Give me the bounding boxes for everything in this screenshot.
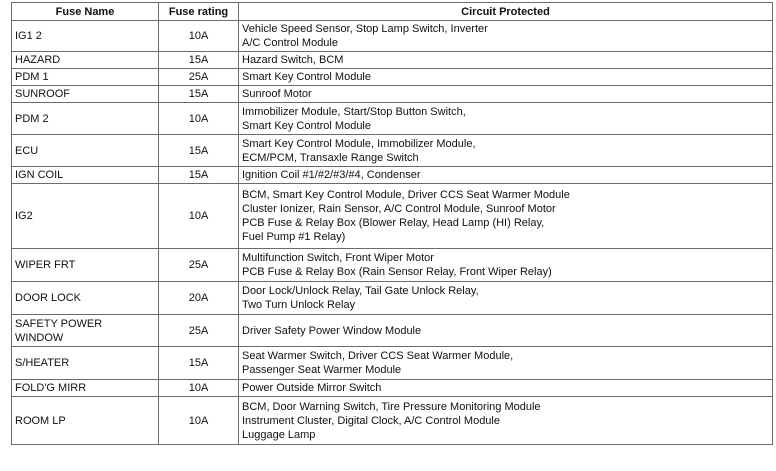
circuit-line: Cluster Ionizer, Rain Sensor, A/C Control Module, Sunroof Motor — [242, 203, 556, 215]
circuit-line: Instrument Cluster, Digital Clock, A/C Control Module — [242, 414, 500, 427]
circuit-line: Vehicle Speed Sensor, Stop Lamp Switch, Inverter — [242, 23, 488, 35]
circuit-line: Fuel Pump #1 Relay) — [242, 231, 346, 243]
table-row — [12, 103, 773, 135]
circuit-protected-cell — [239, 21, 773, 52]
fuse-rating-cell: 10A — [159, 397, 239, 445]
fuse-name-cell: PDM 1 — [12, 69, 159, 86]
circuit-protected-cell — [239, 397, 773, 445]
circuit-protected-cell — [239, 249, 773, 282]
fuse-name-cell: ECU — [12, 135, 159, 167]
table-row — [12, 21, 773, 52]
table-row — [12, 397, 773, 445]
fuse-rating-cell: 15A — [159, 135, 239, 167]
circuit-protected-cell — [239, 103, 773, 135]
table-row — [12, 167, 773, 184]
fuse-name-cell: SAFETY POWER WINDOW — [12, 315, 159, 347]
table-row — [12, 86, 773, 103]
header-fuse-name: Fuse Name — [12, 3, 159, 21]
circuit-line: PCB Fuse & Relay Box (Blower Relay, Head Lamp (HI) Relay, — [242, 217, 545, 229]
fuse-rating-cell: 15A — [159, 167, 239, 184]
fuse-rating-cell: 25A — [159, 249, 239, 282]
fuse-rating-cell: 20A — [159, 282, 239, 315]
fuse-name-cell: S/HEATER — [12, 347, 159, 380]
fuse-rating-cell: 10A — [159, 103, 239, 135]
fuse-name-cell: IG1 2 — [12, 21, 159, 52]
circuit-protected-cell — [239, 315, 773, 347]
circuit-line: Sunroof Motor — [242, 88, 312, 100]
table-row — [12, 315, 773, 347]
circuit-line: Luggage Lamp — [242, 428, 316, 441]
fuse-rating-cell: 25A — [159, 69, 239, 86]
fuse-rating-cell: 25A — [159, 315, 239, 347]
fuse-table-body — [12, 21, 773, 445]
fuse-name-cell: SUNROOF — [12, 86, 159, 103]
circuit-line: Smart Key Control Module — [242, 119, 371, 132]
table-row — [12, 69, 773, 86]
circuit-line: Two Turn Unlock Relay — [242, 299, 356, 311]
header-row — [12, 3, 773, 21]
circuit-line: Smart Key Control Module, Immobilizer Module, — [242, 137, 476, 150]
circuit-protected-cell — [239, 69, 773, 86]
header-fuse-rating: Fuse rating — [159, 3, 239, 21]
fuse-rating-cell: 10A — [159, 21, 239, 52]
fuse-table — [11, 2, 773, 445]
circuit-line: Driver Safety Power Window Module — [242, 324, 422, 337]
table-row — [12, 249, 773, 282]
circuit-protected-cell — [239, 52, 773, 69]
fuse-rating-cell: 10A — [159, 380, 239, 397]
circuit-line: Power Outside Mirror Switch — [242, 382, 382, 394]
circuit-protected-cell — [239, 135, 773, 167]
table-row — [12, 380, 773, 397]
circuit-line: Hazard Switch, BCM — [242, 54, 344, 66]
table-row — [12, 135, 773, 167]
circuit-line: PCB Fuse & Relay Box (Rain Sensor Relay, Front Wiper Relay) — [242, 266, 552, 278]
circuit-line: A/C Control Module — [242, 37, 338, 49]
fuse-rating-cell: 15A — [159, 86, 239, 103]
table-row — [12, 282, 773, 315]
fuse-name-cell: PDM 2 — [12, 103, 159, 135]
circuit-protected-cell — [239, 380, 773, 397]
circuit-line: Door Lock/Unlock Relay, Tail Gate Unlock Relay, — [242, 285, 479, 297]
fuse-rating-cell: 15A — [159, 52, 239, 69]
fuse-name-cell: DOOR LOCK — [12, 282, 159, 315]
circuit-line: Smart Key Control Module — [242, 71, 371, 83]
table-row — [12, 52, 773, 69]
circuit-protected-cell — [239, 184, 773, 249]
circuit-protected-cell — [239, 86, 773, 103]
circuit-line: ECM/PCM, Transaxle Range Switch — [242, 151, 419, 164]
fuse-rating-cell: 15A — [159, 347, 239, 380]
fuse-name-cell: IGN COIL — [12, 167, 159, 184]
table-row — [12, 347, 773, 380]
circuit-line: BCM, Door Warning Switch, Tire Pressure Monitoring Module — [242, 400, 541, 413]
circuit-line: Immobilizer Module, Start/Stop Button Switch, — [242, 105, 466, 118]
header-circuit-protected: Circuit Protected — [239, 3, 773, 21]
fuse-name-cell: WIPER FRT — [12, 249, 159, 282]
fuse-name-cell: IG2 — [12, 184, 159, 249]
fuse-name-cell: FOLD'G MIRR — [12, 380, 159, 397]
circuit-protected-cell — [239, 167, 773, 184]
fuse-rating-cell: 10A — [159, 184, 239, 249]
fuse-name-cell: HAZARD — [12, 52, 159, 69]
circuit-protected-cell — [239, 282, 773, 315]
circuit-line: Passenger Seat Warmer Module — [242, 364, 402, 376]
circuit-line: Multifunction Switch, Front Wiper Motor — [242, 252, 434, 264]
fuse-name-cell: ROOM LP — [12, 397, 159, 445]
circuit-line: BCM, Smart Key Control Module, Driver CCS Seat Warmer Module — [242, 189, 570, 201]
circuit-protected-cell — [239, 347, 773, 380]
circuit-line: Ignition Coil #1/#2/#3/#4, Condenser — [242, 169, 421, 181]
circuit-line: Seat Warmer Switch, Driver CCS Seat Warmer Module, — [242, 350, 514, 362]
table-row — [12, 184, 773, 249]
